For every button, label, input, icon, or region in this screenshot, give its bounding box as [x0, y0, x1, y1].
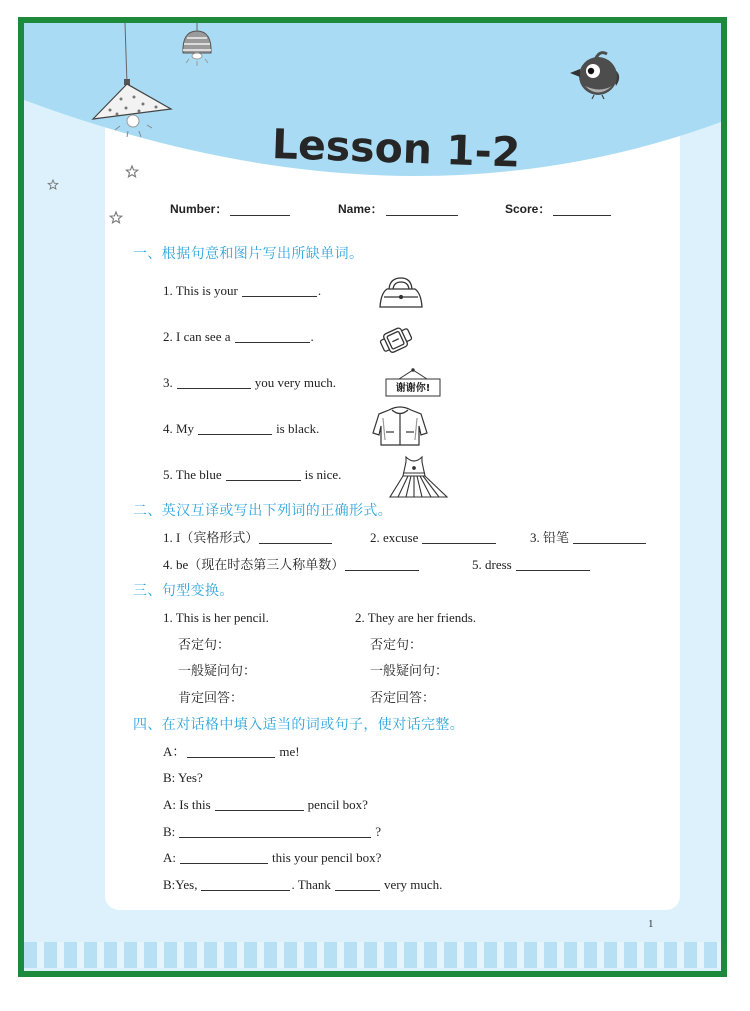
- dialogue-line: [163, 849, 381, 867]
- question-text: 5. dress: [472, 557, 512, 572]
- question-item: [530, 529, 650, 547]
- answer-blank[interactable]: [422, 543, 496, 544]
- question-row: [163, 420, 319, 438]
- question-text: you very much.: [254, 375, 336, 390]
- question-item: [163, 529, 336, 547]
- question-text: .: [317, 283, 322, 298]
- answer-blank[interactable]: [177, 388, 251, 389]
- question-row: [163, 466, 341, 484]
- dialogue-text: me!: [279, 744, 300, 759]
- score-label: Score：: [505, 202, 551, 216]
- answer-blank[interactable]: [335, 890, 380, 891]
- transform-prompt: 否定句：: [370, 637, 423, 652]
- question-item: [472, 556, 594, 574]
- name-field: [338, 200, 458, 218]
- section-2-heading: 二、英汉互译或写出下列词的正确形式。: [133, 503, 393, 519]
- question-text: 4. be（现在时态第三人称单数）: [163, 557, 345, 572]
- question-text: 4. My: [163, 421, 195, 436]
- answer-blank[interactable]: [573, 543, 646, 544]
- dialogue-text: B:Yes,: [163, 877, 198, 892]
- dialogue-text: A：: [163, 744, 186, 759]
- number-field: [170, 200, 290, 218]
- dialogue-text: A:: [163, 850, 176, 865]
- answer-blank[interactable]: [180, 863, 268, 864]
- dialogue-line: [163, 823, 381, 841]
- question-row: [163, 328, 314, 346]
- name-blank[interactable]: [386, 215, 458, 216]
- transform-prompt: 一般疑问句：: [178, 663, 257, 678]
- answer-blank[interactable]: [516, 570, 590, 571]
- answer-blank[interactable]: [179, 837, 371, 838]
- question-text: is nice.: [304, 467, 342, 482]
- name-label: Name：: [338, 202, 383, 216]
- dialogue-text: . Thank: [291, 877, 331, 892]
- question-item: [370, 529, 500, 547]
- question-text: is black.: [276, 421, 320, 436]
- dialogue-text: very much.: [383, 877, 443, 892]
- source-sentence: 1. This is her pencil.: [163, 610, 269, 625]
- transform-prompt: 一般疑问句：: [370, 663, 449, 678]
- bottom-stripes: [24, 942, 721, 968]
- transform-prompt: 肯定回答：: [178, 690, 244, 705]
- number-label: Number：: [170, 202, 228, 216]
- question-text: .: [310, 329, 314, 344]
- answer-blank[interactable]: [187, 757, 275, 758]
- answer-blank[interactable]: [215, 810, 304, 811]
- source-sentence: 2. They are her friends.: [355, 610, 477, 625]
- score-field: [505, 200, 611, 218]
- question-text: 1. I（宾格形式）: [163, 530, 259, 545]
- answer-blank[interactable]: [345, 570, 419, 571]
- answer-blank[interactable]: [235, 342, 310, 343]
- dialogue-text: this your pencil box?: [272, 850, 382, 865]
- page-title: Lesson 1-2: [271, 120, 522, 177]
- star-icon: [48, 180, 58, 189]
- dialogue-text: pencil box?: [307, 797, 368, 812]
- dialogue-text: B: Yes?: [163, 770, 203, 785]
- transform-prompt: 否定回答：: [370, 690, 436, 705]
- question-item: [163, 556, 423, 574]
- answer-blank[interactable]: [226, 480, 301, 481]
- question-text: 2. I can see a: [163, 329, 231, 344]
- answer-blank[interactable]: [198, 434, 272, 435]
- question-text: 1. This is your: [163, 283, 238, 298]
- answer-blank[interactable]: [201, 890, 290, 891]
- dialogue-line: [163, 876, 442, 894]
- number-blank[interactable]: [230, 215, 290, 216]
- jacket-icon: [373, 407, 427, 445]
- dialogue-text: ?: [375, 824, 382, 839]
- question-text: 3. 铅笔: [530, 530, 570, 545]
- answer-blank[interactable]: [242, 296, 317, 297]
- section-1-heading: 一、根据句意和图片写出所缺单词。: [133, 246, 364, 262]
- dialogue-line: [163, 743, 300, 761]
- dialogue-text: B:: [163, 824, 176, 839]
- sign-text: 谢谢你!: [395, 383, 431, 394]
- section-3-heading: 三、句型变换。: [133, 583, 234, 599]
- score-blank[interactable]: [553, 215, 611, 216]
- page-number: 1: [648, 918, 654, 930]
- section-4-heading: 四、在对话格中填入适当的词或句子，使对话完整。: [133, 717, 465, 733]
- question-text: 3.: [163, 375, 173, 390]
- question-row: [163, 374, 336, 392]
- dialogue-line: [163, 769, 203, 787]
- transform-prompt: 否定句：: [178, 637, 231, 652]
- dialogue-text: A: Is this: [163, 797, 211, 812]
- answer-blank[interactable]: [259, 543, 332, 544]
- dialogue-line: [163, 796, 368, 814]
- question-row: [163, 282, 321, 300]
- question-text: 5. The blue: [163, 467, 222, 482]
- question-text: 2. excuse: [370, 530, 419, 545]
